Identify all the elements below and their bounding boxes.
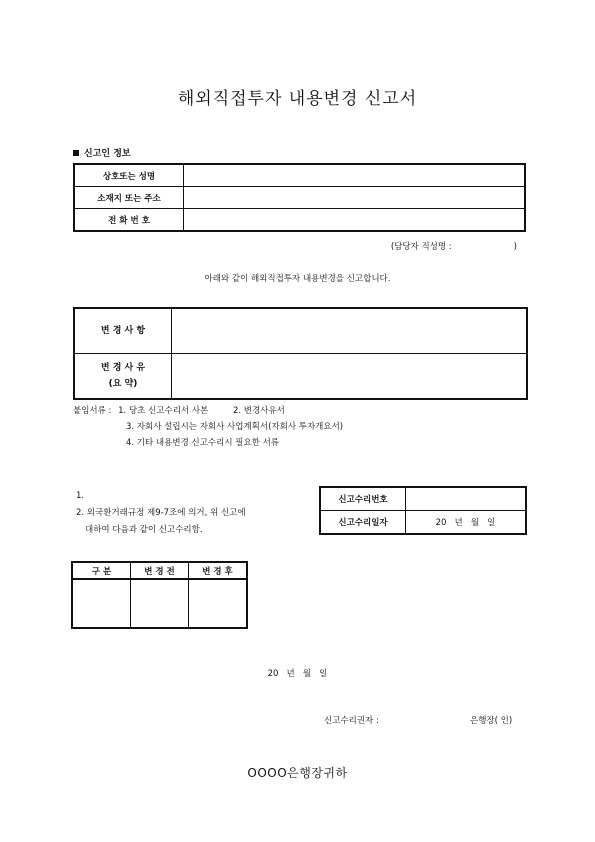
- attachment-line: 3. 자회사 설립시는 자회사 사업계획서(자회사 투자개요서): [126, 422, 344, 432]
- info-row: [74, 209, 525, 232]
- address-field[interactable]: [184, 187, 526, 209]
- signature-date: 20 년 월 일: [267, 669, 328, 679]
- info-row: [74, 164, 525, 187]
- compare-header: 구 분: [72, 562, 131, 579]
- category-cell[interactable]: [72, 579, 131, 628]
- attachment-item: 1. 당초 신고수리서 사본: [118, 406, 209, 416]
- info-label: 상호또는 성명: [74, 164, 184, 187]
- receipt-label: 신고수리번호: [320, 487, 406, 511]
- contact-close: ): [513, 242, 517, 252]
- change-reason-field[interactable]: [172, 354, 528, 400]
- receipt-info-table: [319, 486, 527, 535]
- change-items-field[interactable]: [172, 308, 528, 354]
- compare-header: 변 경 전: [131, 562, 189, 579]
- change-row: [74, 308, 527, 354]
- declaration-statement: 아래와 같이 해외직접투자 내용변경을 신고합니다.: [204, 274, 391, 284]
- section-label: [73, 146, 131, 159]
- attachment-line: [73, 403, 343, 419]
- receipt-number-field[interactable]: [406, 487, 527, 511]
- before-after-table: [71, 561, 248, 629]
- company-name-field[interactable]: [184, 164, 526, 187]
- note-line: 대하여 다음과 같이 신고수리함.: [85, 525, 203, 535]
- change-details-table: [73, 307, 528, 400]
- bank-seal-line: 은행장( 인): [470, 716, 513, 726]
- receipt-label: 신고수리일자: [320, 511, 406, 535]
- info-label: 전 화 번 호: [74, 209, 184, 232]
- change-label-line: (요 약): [108, 379, 138, 389]
- change-label-line: 변 경 사 유: [100, 363, 146, 373]
- note-line: 2. 외국환거래규정 제9-7조에 의거, 위 신고에: [76, 508, 246, 518]
- receipt-date-field[interactable]: 20 년 월 일: [406, 511, 527, 535]
- approver-label: 신고수리권자 :: [324, 716, 379, 726]
- change-label-line: 변 경 사 항: [100, 326, 146, 336]
- receipt-notes: [76, 488, 246, 539]
- receipt-row: [320, 511, 526, 535]
- attachments-list: [73, 403, 343, 451]
- change-row: [74, 354, 527, 400]
- bullet-square-icon: [73, 150, 79, 156]
- phone-field[interactable]: [184, 209, 526, 232]
- info-label: 소재지 또는 주소: [74, 187, 184, 209]
- attachment-item: 2. 변경사유서: [232, 406, 285, 416]
- contact-open: (담당자 직성명 :: [390, 242, 452, 252]
- note-line: 1.: [76, 491, 85, 501]
- document-title: 해외직접투자 내용변경 신고서: [177, 89, 418, 109]
- info-row: [74, 187, 525, 209]
- applicant-info-table: [73, 163, 526, 232]
- attachments-prefix: 붙임서류 :: [73, 406, 112, 416]
- before-cell[interactable]: [131, 579, 189, 628]
- addressee: OOOO은행장귀하: [247, 766, 348, 780]
- compare-body-row: [72, 579, 247, 628]
- change-label: [74, 354, 172, 400]
- attachment-line: 4. 기타 내용변경 신고수리시 필요한 서류: [126, 438, 279, 448]
- change-label: [74, 308, 172, 354]
- receipt-row: [320, 487, 526, 511]
- after-cell[interactable]: [189, 579, 248, 628]
- compare-header-row: [72, 562, 247, 579]
- contact-person-line: [391, 240, 517, 252]
- section-label-text: 신고인 정보: [84, 149, 131, 159]
- compare-header: 변 경 후: [189, 562, 248, 579]
